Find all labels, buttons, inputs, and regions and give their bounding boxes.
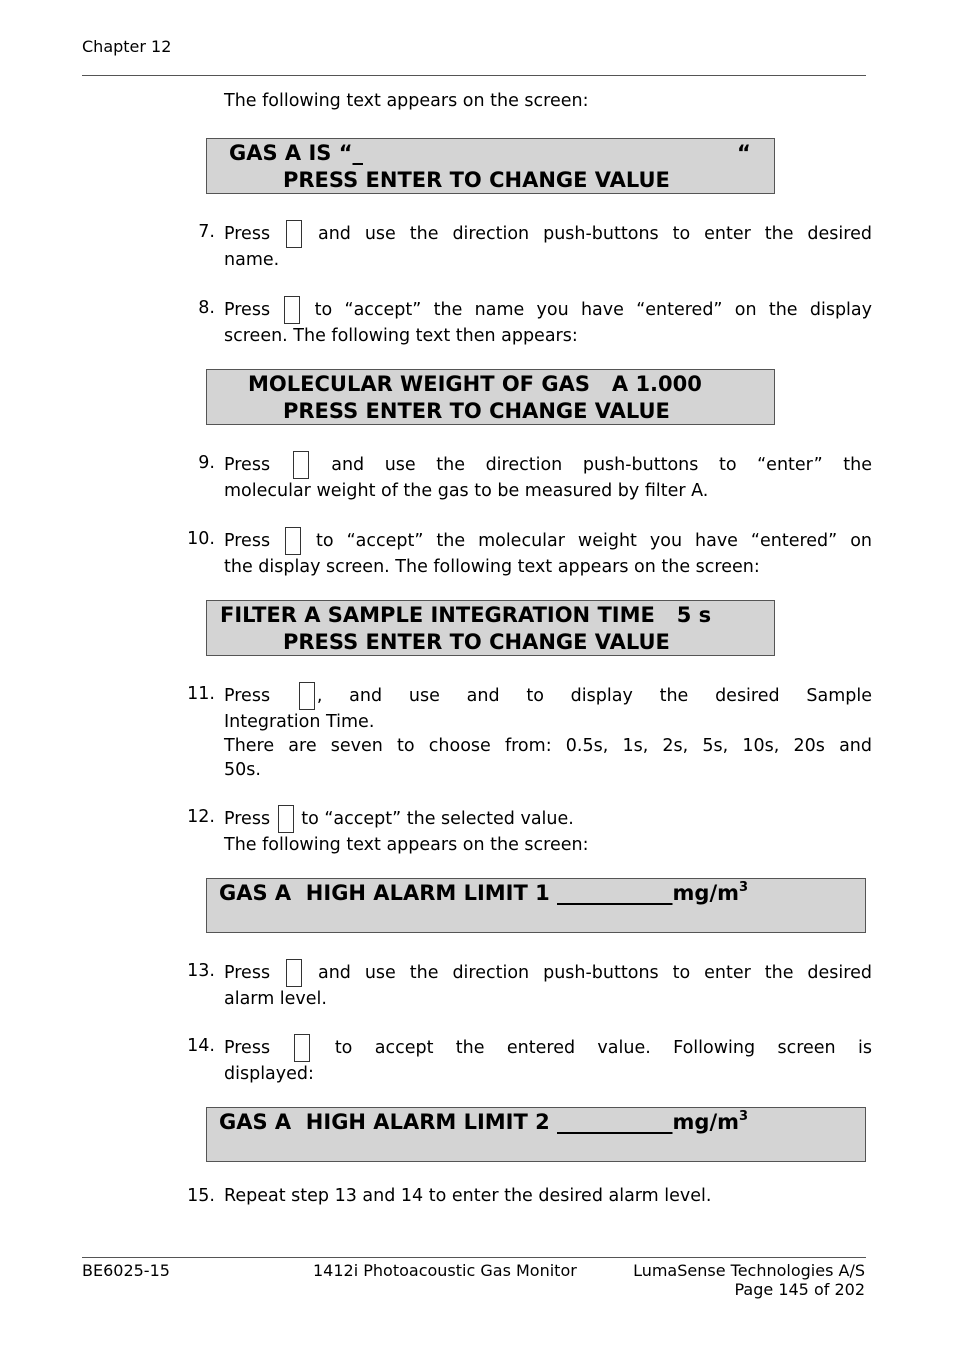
step-line — [224, 805, 872, 833]
step-line — [224, 959, 872, 987]
keypad-button-icon — [293, 451, 309, 479]
step-text: to display the desired Sample — [526, 686, 872, 706]
list-item — [187, 805, 872, 857]
display-line: GAS A HIGH ALARM LIMIT 1 $\_\_\_\_\_\_\_\_\_\_\_mg/m^3$ — [219, 880, 749, 905]
display-line: PRESS ENTER TO CHANGE VALUE — [283, 168, 670, 192]
list-item — [198, 220, 872, 272]
step-text: Press — [224, 224, 271, 244]
step-text: to “accept” the selected value. — [301, 809, 574, 829]
list-item — [187, 1034, 872, 1086]
display-line: “ — [737, 141, 751, 165]
step-line: molecular weight of the gas to be measured by filter A. — [224, 481, 709, 501]
keypad-button-icon — [299, 682, 315, 710]
footer-product: 1412i Photoacoustic Gas Monitor — [313, 1261, 577, 1280]
step-line: displayed: — [224, 1064, 314, 1084]
step-line: name. — [224, 250, 280, 270]
list-item — [187, 682, 872, 782]
step-number: 14. — [187, 1036, 215, 1056]
keypad-button-icon — [284, 296, 300, 324]
step-text: to accept the entered value. Following screen is — [334, 1038, 872, 1058]
step-line — [224, 682, 872, 710]
display-high-alarm-1 — [206, 878, 866, 933]
display-line: GAS A IS “_ — [229, 141, 364, 165]
display-integration-time — [206, 600, 775, 656]
step-number: 12. — [187, 807, 215, 827]
step-line — [224, 451, 872, 479]
keypad-button-icon — [286, 959, 302, 987]
step-line — [224, 1034, 872, 1062]
step-line: There are seven to choose from: 0.5s, 1s, 2s, 5s, 10s, 20s and — [224, 736, 872, 756]
step-line: screen. The following text then appears: — [224, 326, 578, 346]
step-number: 10. — [187, 529, 215, 549]
step-line: Repeat step 13 and 14 to enter the desired alarm level. — [224, 1186, 712, 1206]
step-text: to “accept” the name you have “entered” on the display — [314, 300, 872, 320]
step-text: Press — [224, 1038, 271, 1058]
step-text: Press — [224, 809, 271, 829]
list-item — [187, 527, 872, 579]
step-line: The following text appears on the screen: — [224, 835, 589, 855]
keypad-button-icon — [285, 527, 301, 555]
step-text: and use the direction push-buttons to enter the desired — [317, 224, 872, 244]
step-number: 7. — [198, 222, 215, 242]
display-line: FILTER A SAMPLE INTEGRATION TIME 5 s — [220, 603, 712, 627]
display-line: GAS A HIGH ALARM LIMIT 2 $\_\_\_\_\_\_\_\_\_\_\_mg/m^3$ — [219, 1109, 749, 1134]
list-item — [187, 959, 872, 1011]
step-line — [224, 296, 872, 324]
header-divider — [82, 75, 866, 76]
step-text: Press — [224, 963, 271, 983]
step-number: 15. — [187, 1186, 215, 1206]
step-line: alarm level. — [224, 989, 327, 1009]
step-text: and use the direction push-buttons to “enter” the — [331, 455, 872, 475]
step-line: Integration Time. — [224, 712, 375, 732]
step-text: Press — [224, 455, 271, 475]
footer-right — [633, 1261, 865, 1299]
step-line: the display screen. The following text appears on the screen: — [224, 557, 760, 577]
keypad-button-icon — [286, 220, 302, 248]
step-text: and — [466, 686, 500, 706]
step-text: Press — [224, 300, 271, 320]
list-item — [198, 451, 872, 503]
list-item — [187, 1184, 872, 1208]
step-text: , and use — [316, 686, 440, 706]
keypad-button-icon — [294, 1034, 310, 1062]
display-line: PRESS ENTER TO CHANGE VALUE — [283, 399, 670, 423]
display-gas-name — [206, 138, 775, 194]
footer-page-number: Page 145 of 202 — [734, 1280, 865, 1299]
step-text: Press — [224, 686, 271, 706]
step-text: and use the direction push-buttons to enter the desired — [317, 963, 872, 983]
step-text: to “accept” the molecular weight you have “entered” on — [316, 531, 872, 551]
step-number: 13. — [187, 961, 215, 981]
keypad-button-icon — [278, 805, 294, 833]
intro-text: The following text appears on the screen: — [224, 91, 589, 111]
step-number: 8. — [198, 298, 215, 318]
footer-company: LumaSense Technologies A/S — [633, 1261, 865, 1280]
list-item — [198, 296, 872, 348]
display-line: PRESS ENTER TO CHANGE VALUE — [283, 630, 670, 654]
chapter-header: Chapter 12 — [82, 37, 172, 56]
step-number: 9. — [198, 453, 215, 473]
display-line: MOLECULAR WEIGHT OF GAS A 1.000 — [248, 372, 702, 396]
display-molecular-weight — [206, 369, 775, 425]
footer-divider — [82, 1257, 866, 1258]
step-line — [224, 220, 872, 248]
step-text: Press — [224, 531, 271, 551]
display-high-alarm-2 — [206, 1107, 866, 1162]
step-number: 11. — [187, 684, 215, 704]
step-line — [224, 527, 872, 555]
step-line: 50s. — [224, 760, 261, 780]
footer-doc-id: BE6025-15 — [82, 1261, 170, 1280]
